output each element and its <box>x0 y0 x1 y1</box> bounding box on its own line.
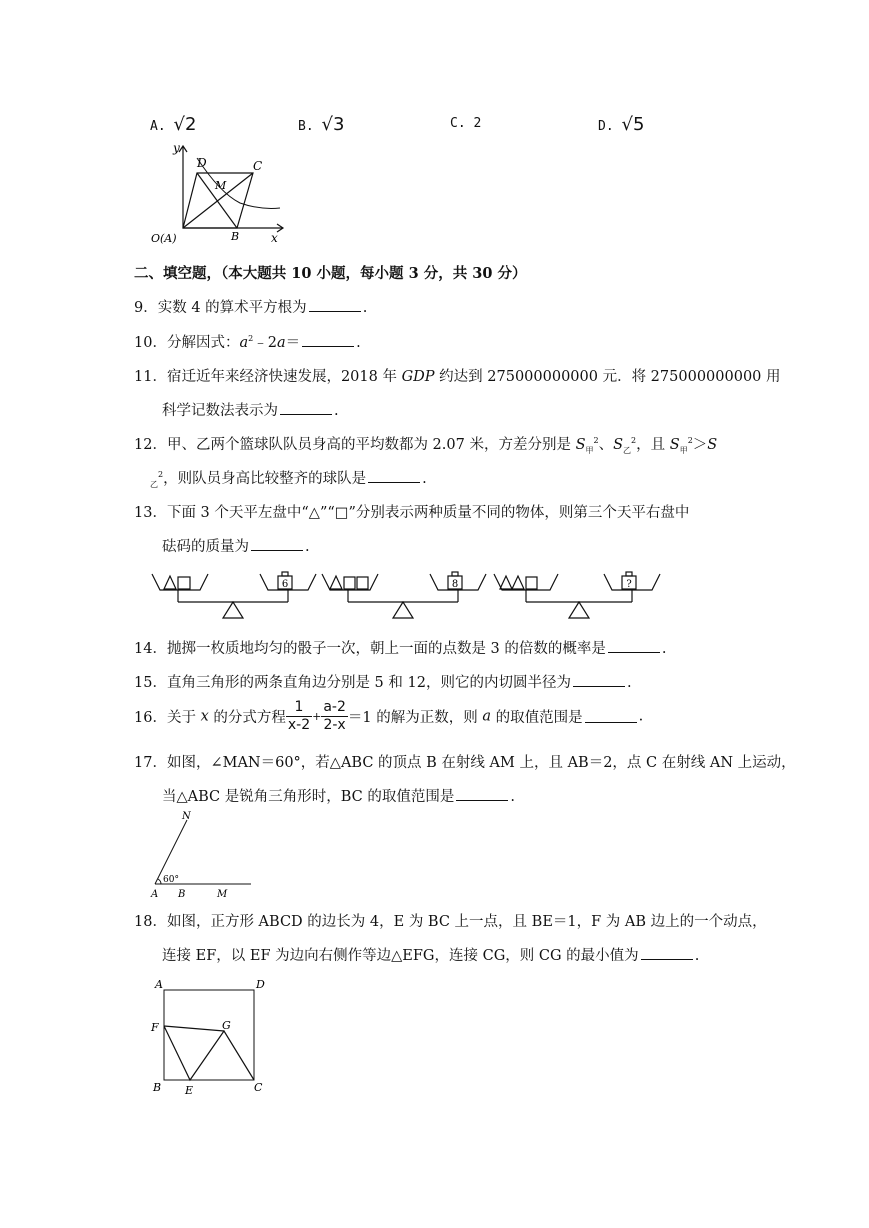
q13-end: . <box>305 539 310 555</box>
q12-yi2: 乙 <box>150 479 158 489</box>
option-c <box>450 116 481 131</box>
option-d-value: √5 <box>621 114 645 135</box>
q10-number: 10． <box>134 335 167 351</box>
question-11 <box>134 365 781 386</box>
q10-answer-blank[interactable] <box>302 334 354 347</box>
q16-fraction-2 <box>321 699 348 734</box>
q9-end: . <box>362 300 368 316</box>
q16-end: . <box>638 708 644 725</box>
q15-text: 直角三角形的两条直角边分别是 5 和 12，则它的内切圆半径为 <box>166 675 571 691</box>
label-c: C <box>253 159 263 173</box>
question-13-line2 <box>162 535 310 556</box>
label-f: F <box>151 1021 159 1034</box>
angle-figure <box>145 808 255 903</box>
q12-s3: S <box>669 437 680 453</box>
label-b: B <box>231 230 240 243</box>
q16-a: a <box>482 708 491 725</box>
option-c-label: C. <box>450 116 466 131</box>
q9-answer-blank[interactable] <box>309 299 361 312</box>
q16-fraction-1 <box>286 699 312 734</box>
q16-frac2-num: a-2 <box>323 699 346 715</box>
q12-jia1: 甲 <box>585 445 594 455</box>
q12-s2: S <box>613 437 624 453</box>
q13-number: 13． <box>134 505 167 521</box>
option-c-value: 2 <box>473 116 482 131</box>
q18-answer-blank[interactable] <box>641 947 693 960</box>
q16-frac1-den: x-2 <box>287 717 311 733</box>
q16-text-d: 的取值范围是 <box>490 710 583 726</box>
label-y: y <box>173 141 180 155</box>
q13-text-b: 砝码的质量为 <box>162 539 249 555</box>
label-g: G <box>222 1019 231 1032</box>
q10-var: a <box>239 335 249 351</box>
q9-text: 实数 4 的算术平方根为 <box>157 300 307 316</box>
q15-number: 15． <box>134 675 167 691</box>
q11-text-b: 约达到 275000000000 元．将 275000000000 用 <box>434 369 781 385</box>
q16-frac1-num: 1 <box>286 699 312 717</box>
q11-gdp: GDP <box>401 369 435 385</box>
label-b: B <box>153 1081 162 1094</box>
label-m: M <box>217 889 228 900</box>
question-17-line2 <box>162 785 515 806</box>
q17-text-a: 如图，∠MAN＝60°，若△ABC 的顶点 B 在射线 AM 上，且 AB＝2，点 C 在射线 AN 上运动， <box>166 755 796 771</box>
question-14 <box>134 637 667 658</box>
q16-number: 16． <box>134 710 167 726</box>
q13-text-a: 下面 3 个天平左盘中“△”“□”分别表示两种质量不同的物体，则第三个天平右盘中 <box>166 505 690 521</box>
q10-var2: a <box>276 335 286 351</box>
square-figure <box>148 974 273 1099</box>
weight-2: 8 <box>451 579 459 590</box>
q14-text: 抛掷一枚质地均匀的骰子一次，朝上一面的点数是 3 的倍数的概率是 <box>166 641 606 657</box>
option-b <box>298 114 344 135</box>
weight-1: 6 <box>281 579 289 590</box>
label-b: B <box>178 889 186 900</box>
q10-text-a: 分解因式： <box>166 335 240 351</box>
q12-sq2: 2 <box>631 436 637 446</box>
section-heading: 二、填空题，（本大题共 10 小题，每小题 3 分，共 30 分） <box>134 265 527 282</box>
option-a <box>150 114 196 135</box>
q14-number: 14． <box>134 641 167 657</box>
q10-text-b: ﹣2 <box>253 335 277 351</box>
q14-answer-blank[interactable] <box>608 640 660 653</box>
q10-exp: 2 <box>248 334 254 344</box>
q12-text-c: ，则队员身高比较整齐的球队是 <box>163 471 367 487</box>
question-10 <box>134 331 361 352</box>
option-a-value: √2 <box>173 114 197 135</box>
q11-end: . <box>334 403 339 419</box>
q12-s1: S <box>575 437 586 453</box>
question-13 <box>134 501 689 522</box>
q14-end: . <box>661 641 667 657</box>
q12-jia2: 甲 <box>679 445 688 455</box>
q16-text-c: ＝1 的解为正数，则 <box>347 710 483 726</box>
question-15 <box>134 671 632 692</box>
balance-2 <box>322 572 486 618</box>
q17-text-b: 当△ABC 是锐角三角形时，BC 的取值范围是 <box>162 789 455 805</box>
q12-gt: ＞ <box>692 437 708 453</box>
balance-figures <box>148 562 668 624</box>
label-a: A <box>155 978 163 991</box>
q17-number: 17． <box>134 755 167 771</box>
label-m: M <box>215 179 227 192</box>
question-16 <box>134 699 643 739</box>
q15-answer-blank[interactable] <box>573 674 625 687</box>
q16-frac2-den: 2-x <box>323 717 346 733</box>
question-9 <box>134 296 367 317</box>
question-12 <box>134 433 717 456</box>
q16-plus: + <box>312 710 322 723</box>
q18-number: 18． <box>134 914 167 930</box>
q16-x: x <box>200 708 209 725</box>
label-o: O(A) <box>151 232 177 245</box>
q18-end: . <box>694 948 700 964</box>
question-11-line2 <box>162 399 339 420</box>
q16-text-a: 关于 <box>166 710 201 726</box>
q17-end: . <box>510 789 515 805</box>
label-d: D <box>197 156 207 170</box>
q12-text-a: 甲、乙两个篮球队队员身高的平均数都为 2.07 米，方差分别是 <box>166 437 576 453</box>
q16-answer-blank[interactable] <box>585 710 637 723</box>
q15-end: . <box>626 675 632 691</box>
q17-answer-blank[interactable] <box>456 788 508 801</box>
q12-sq1: 2 <box>593 436 599 446</box>
option-d <box>598 114 644 135</box>
q11-text-a: 宿迁近年来经济快速发展，2018 年 <box>166 369 402 385</box>
q12-s4: S <box>707 437 718 453</box>
q12-answer-blank[interactable] <box>368 470 420 483</box>
label-a: A <box>151 889 159 900</box>
q16-text-b: 的分式方程 <box>208 710 286 726</box>
label-n: N <box>182 811 191 822</box>
label-e: E <box>185 1084 194 1097</box>
option-b-value: √3 <box>321 114 345 135</box>
q12-end: . <box>422 471 427 487</box>
balance-3 <box>494 572 660 618</box>
weight-3: ? <box>626 579 632 590</box>
q12-sq3: 2 <box>687 436 693 446</box>
question-18-line2 <box>162 944 699 965</box>
q11-number: 11． <box>134 369 167 385</box>
option-d-label: D. <box>598 119 614 134</box>
label-60: 60° <box>163 875 179 885</box>
q10-text-c: ＝ <box>285 335 301 351</box>
coordinate-figure <box>145 138 290 250</box>
option-b-label: B. <box>298 119 314 134</box>
label-c: C <box>254 1081 263 1094</box>
label-x: x <box>271 231 278 245</box>
question-17 <box>134 751 796 772</box>
q9-number: 9． <box>134 300 158 316</box>
q12-sq4: 2 <box>158 470 164 480</box>
q11-answer-blank[interactable] <box>280 402 332 415</box>
q10-end: . <box>356 335 361 351</box>
q18-text-b: 连接 EF，以 EF 为边向右侧作等边△EFG，连接 CG，则 CG 的最小值为 <box>162 948 639 964</box>
balance-1 <box>152 572 316 618</box>
question-12-line2 <box>150 467 427 490</box>
q18-text-a: 如图，正方形 ABCD 的边长为 4，E 为 BC 上一点，且 BE＝1，F 为 AB 边上的一个动点， <box>166 914 767 930</box>
option-a-label: A. <box>150 119 166 134</box>
label-d: D <box>256 978 265 991</box>
q13-answer-blank[interactable] <box>251 538 303 551</box>
q12-sep: 、 <box>598 437 614 453</box>
q12-number: 12． <box>134 437 167 453</box>
q11-text-c: 科学记数法表示为 <box>162 403 278 419</box>
q12-yi1: 乙 <box>623 445 632 455</box>
q12-text-b: ，且 <box>636 437 670 453</box>
question-18 <box>134 910 767 931</box>
